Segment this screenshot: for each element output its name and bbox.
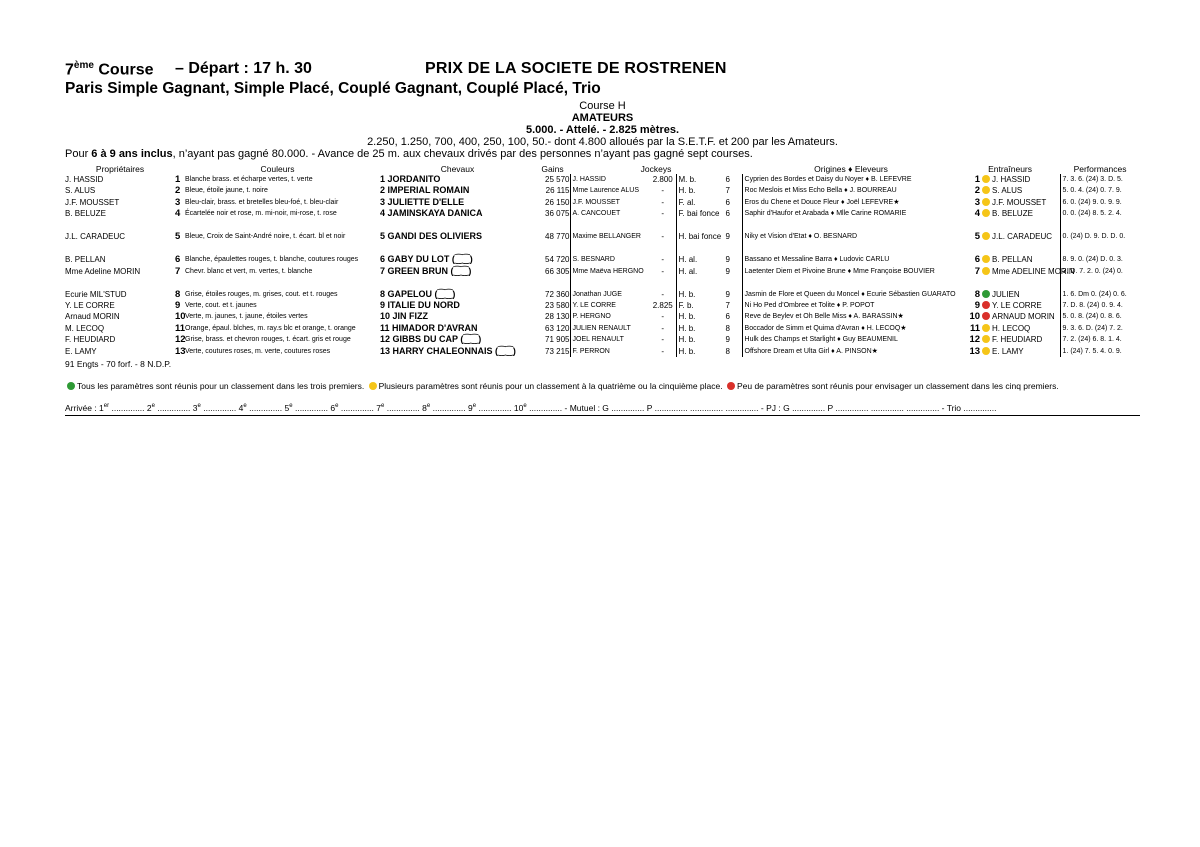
trainer-cell bbox=[980, 323, 1060, 334]
table-row bbox=[65, 311, 1140, 322]
table-row bbox=[65, 174, 1140, 185]
origins-cell: Roc Meslois et Miss Echo Bella ♦ J. BOURREAU bbox=[742, 185, 960, 196]
performance-cell: 6. 0. (24) 9. 0. 9. 9. bbox=[1060, 197, 1140, 208]
engagements: 91 Engts - 70 forf. - 8 N.D.P. bbox=[65, 358, 172, 369]
owner-cell: M. LECOQ bbox=[65, 323, 105, 333]
place-suffix: er bbox=[103, 403, 110, 410]
col-horses: Chevaux bbox=[440, 163, 475, 174]
colors-cell: Verte, coutures roses, m. verte, coutures roses bbox=[185, 347, 331, 355]
performance-cell: 7. 3. 6. (24) 3. D. 5. bbox=[1060, 174, 1140, 185]
runners-table bbox=[65, 163, 1140, 357]
col-jockeys: Jockeys bbox=[640, 163, 672, 174]
trainer-name: Mme ADELINE MORIN bbox=[992, 266, 1075, 276]
trainer-number: 7 bbox=[974, 265, 981, 277]
col-owners: Propriétaires bbox=[95, 163, 145, 174]
jockey-cell: JULIEN RENAULT bbox=[570, 323, 650, 334]
red-dot-icon bbox=[982, 301, 990, 309]
table-row bbox=[65, 346, 1140, 357]
trainer-name: J. HASSID bbox=[992, 175, 1031, 184]
trainer-cell bbox=[980, 254, 1060, 265]
age-cell: 9 bbox=[725, 266, 730, 276]
horse-name: 7 GREEN BRUN (⁐⁐) bbox=[380, 265, 472, 276]
legend: Tous les paramètres sont réunis pour un classement dans les trois premiers. Plusieurs paramètres sont réunis pour un classement à la quatrième ou la cinquième place. Peu de paramètres sont réunis pour envisager un classement dans les cinq premiers. bbox=[65, 381, 1140, 391]
place-number: 6 bbox=[330, 402, 336, 413]
saddle-number: 5 bbox=[175, 231, 181, 243]
horse-name: 3 JULIETTE D'ELLE bbox=[380, 196, 465, 207]
place-number: 8 bbox=[422, 402, 427, 413]
owner-cell: J.L. CARADEUC bbox=[65, 232, 126, 242]
saddle-number: 12 bbox=[175, 334, 186, 346]
table-row bbox=[65, 208, 1140, 231]
colors-cell: Verte, m. jaunes, t. jaune, étoiles vertes bbox=[185, 313, 308, 321]
owner-cell: E. LAMY bbox=[65, 346, 97, 356]
jockey-cell: Maxime BELLANGER bbox=[570, 231, 650, 254]
gains-cell: 26 115 bbox=[545, 186, 570, 196]
age-cell: 7 bbox=[725, 186, 730, 196]
conditions: Pour 6 à 9 ans inclus, n’ayant pas gagné 80.000. - Avance de 25 m. aux chevaux drivés par des personnes n’ayant pas gagné sept courses. bbox=[65, 148, 753, 160]
colors-cell: Blanche brass. et écharpe vertes, t. verte bbox=[185, 176, 313, 183]
owner-cell: Ecurie MIL'STUD bbox=[65, 289, 127, 299]
owner-cell: J. HASSID bbox=[65, 175, 104, 184]
place-suffix: e bbox=[381, 403, 385, 410]
weight-cell: - bbox=[661, 255, 665, 265]
age-cell: 6 bbox=[725, 209, 730, 219]
place-number: 1 bbox=[99, 402, 104, 413]
origins-cell: Laetenter Diem et Pivoine Brune ♦ Mme Françoise BOUVIER bbox=[742, 266, 960, 289]
horse-name: 8 GAPELOU (⁐⁐) bbox=[380, 288, 456, 299]
place-number: 2 bbox=[146, 402, 152, 413]
colors-cell: Écartelée noir et rose, m. mi-noir, mi-rose, t. rose bbox=[185, 210, 337, 218]
colors-cell: Grise, étoiles rouges, m. grises, cout. et t. rouges bbox=[185, 290, 338, 298]
origins-cell: Bassano et Messaline Barra ♦ Ludovic CARLU bbox=[742, 254, 960, 265]
trainer-name: B. PELLAN bbox=[992, 255, 1033, 265]
performance-cell: 3. D. 7. 2. 0. (24) 0. bbox=[1060, 266, 1140, 289]
trainer-name: ARNAUD MORIN bbox=[992, 312, 1055, 322]
gains-cell: 54 720 bbox=[545, 255, 570, 265]
colors-cell: Bleue, Croix de Saint-André noire, t. écart. bl et noir bbox=[185, 233, 346, 241]
age-cell: 9 bbox=[725, 289, 730, 299]
origins-cell: Reve de Beylev et Oh Belle Miss ♦ A. BARASSIN★ bbox=[742, 311, 960, 322]
weight-cell: - bbox=[661, 197, 665, 207]
trainer-number: 9 bbox=[974, 299, 981, 311]
saddle-number: 1 bbox=[175, 174, 181, 185]
horse-name: 4 JAMINSKAYA DANICA bbox=[380, 208, 483, 219]
place-suffix: e bbox=[335, 403, 339, 410]
weight-cell: - bbox=[661, 232, 665, 242]
origins-cell: Eros du Chene et Douce Fleur ♦ Joël LEFEVRE★ bbox=[742, 197, 960, 208]
col-trainers: Entraîneurs bbox=[988, 163, 1033, 174]
trainer-name: H. LECOQ bbox=[992, 323, 1031, 333]
colors-cell: Verte, cout. et t. jaunes bbox=[185, 301, 257, 309]
allocations: 2.250, 1.250, 700, 400, 250, 100, 50.- dont 4.800 alloués par la S.E.T.F. et 200 par les Amateurs. bbox=[367, 136, 838, 148]
performance-cell: 8. 9. 0. (24) D. 0. 3. bbox=[1060, 254, 1140, 265]
owner-cell: Arnaud MORIN bbox=[65, 312, 120, 322]
place-number: 4 bbox=[238, 402, 244, 413]
table-row bbox=[65, 197, 1140, 208]
yellow-dot-icon bbox=[982, 232, 990, 240]
trainer-number: 12 bbox=[969, 334, 981, 346]
age-cell: 9 bbox=[725, 335, 730, 345]
place-suffix: e bbox=[151, 403, 155, 410]
trainer-cell bbox=[980, 231, 1060, 254]
colors-cell: Grise, brass. et chevron rouges, t. écart. gris et rouge bbox=[185, 336, 351, 344]
yellow-dot-icon bbox=[982, 209, 990, 217]
colors-cell: Orange, épaul. blches, m. ray.s blc et orange, t. orange bbox=[185, 324, 356, 332]
saddle-number: 9 bbox=[175, 299, 181, 311]
colors-cell: Chevr. blanc et vert, m. vertes, t. blanche bbox=[185, 267, 313, 275]
trainer-number: 2 bbox=[974, 185, 981, 197]
race-name: PRIX DE LA SOCIETE DE ROSTRENEN bbox=[425, 60, 727, 77]
col-gains: Gains bbox=[541, 163, 564, 174]
sex-cell: M. b. bbox=[676, 174, 714, 185]
gains-cell: 36 075 bbox=[545, 209, 570, 219]
owner-cell: B. BELUZE bbox=[65, 209, 106, 219]
trainer-name: F. HEUDIARD bbox=[992, 335, 1043, 345]
performance-cell: 1. (24) 7. 5. 4. 0. 9. bbox=[1060, 346, 1140, 357]
horse-name: 9 ITALIE DU NORD bbox=[380, 299, 460, 310]
yellow-dot-icon bbox=[982, 267, 990, 275]
age-cell: 8 bbox=[725, 323, 730, 333]
age-cell: 6 bbox=[725, 175, 730, 184]
sex-cell: H. b. bbox=[676, 289, 714, 300]
age-cell: 8 bbox=[725, 346, 730, 356]
jockey-cell: J.F. MOUSSET bbox=[570, 197, 650, 208]
jockey-cell: JOEL RENAULT bbox=[570, 334, 650, 345]
performance-cell: 9. 3. 6. D. (24) 7. 2. bbox=[1060, 323, 1140, 334]
category: AMATEURS bbox=[571, 112, 634, 124]
gains-cell: 48 770 bbox=[545, 232, 570, 242]
pj-place-label: P bbox=[827, 402, 834, 413]
col-performances: Performances bbox=[1073, 163, 1127, 174]
owner-cell: J.F. MOUSSET bbox=[65, 197, 120, 207]
gains-cell: 71 905 bbox=[545, 335, 570, 345]
origins-cell: Boccador de Simm et Quima d'Avran ♦ H. LECOQ★ bbox=[742, 323, 960, 334]
colors-cell: Bleu-clair, brass. et bretelles bleu-foé, t. bleu-clair bbox=[185, 198, 339, 206]
horse-name: 6 GABY DU LOT (⁐⁐) bbox=[380, 254, 473, 265]
performance-cell: 0. (24) D. 9. D. D. 0. bbox=[1060, 231, 1140, 254]
table-row bbox=[65, 323, 1140, 334]
gains-cell: 25 570 bbox=[545, 175, 570, 184]
col-origins: Origines ♦ Eleveurs bbox=[814, 163, 888, 174]
col-colors: Couleurs bbox=[260, 163, 295, 174]
horse-name: 5 GANDI DES OLIVIERS bbox=[380, 231, 483, 242]
trainer-name: B. BELUZE bbox=[992, 209, 1033, 219]
mutuel-label: - Mutuel : G bbox=[564, 402, 609, 413]
sex-cell: H. bai fonce bbox=[676, 231, 714, 254]
red-dot-icon bbox=[727, 382, 735, 390]
trainer-name: E. LAMY bbox=[992, 346, 1024, 356]
table-row bbox=[65, 334, 1140, 345]
owner-cell: Y. LE CORRE bbox=[65, 300, 115, 310]
origins-cell: Jasmin de Flore et Queen du Moncel ♦ Ecurie Sébastien GUARATO bbox=[742, 289, 960, 300]
trainer-cell bbox=[980, 300, 1060, 311]
trainer-number: 4 bbox=[974, 208, 981, 220]
performance-cell: 5. 0. 8. (24) 0. 8. 6. bbox=[1060, 311, 1140, 322]
yellow-dot-icon bbox=[982, 198, 990, 206]
arrivee-label: Arrivée : bbox=[65, 402, 97, 413]
saddle-number: 13 bbox=[175, 345, 186, 357]
trainer-number: 10 bbox=[969, 311, 981, 323]
place-suffix: e bbox=[197, 403, 201, 410]
jockey-cell: Mme Maëva HERGNO bbox=[570, 266, 650, 289]
saddle-number: 3 bbox=[175, 196, 181, 208]
trio-label: - Trio bbox=[941, 402, 962, 413]
table-row bbox=[65, 300, 1140, 311]
trainer-number: 5 bbox=[974, 231, 981, 243]
table-row bbox=[65, 254, 1140, 265]
table-row bbox=[65, 185, 1140, 196]
weight-cell: - bbox=[661, 335, 665, 345]
performance-cell: 0. 0. (24) 8. 5. 2. 4. bbox=[1060, 208, 1140, 231]
place-number: 3 bbox=[192, 402, 198, 413]
course-type: Course H bbox=[579, 100, 626, 112]
gains-cell: 28 130 bbox=[545, 312, 570, 322]
trainer-number: 13 bbox=[969, 345, 981, 357]
trainer-number: 3 bbox=[974, 196, 981, 208]
saddle-number: 8 bbox=[175, 288, 181, 300]
horse-name: 13 HARRY CHALEONNAIS (⁐⁐) bbox=[380, 345, 516, 356]
jockey-cell: J. HASSID bbox=[570, 174, 650, 185]
yellow-dot-icon bbox=[982, 175, 990, 183]
jockey-cell: S. BESNARD bbox=[570, 254, 650, 265]
yellow-dot-icon bbox=[369, 382, 377, 390]
origins-cell: Offshore Dream et Ulta Girl ♦ A. PINSON★ bbox=[742, 346, 960, 357]
pj-label: - PJ : G bbox=[760, 402, 790, 413]
horse-name: 2 IMPERIAL ROMAIN bbox=[380, 185, 470, 196]
trainer-number: 6 bbox=[974, 254, 981, 266]
performance-cell: 7. 2. (24) 6. 8. 1. 4. bbox=[1060, 334, 1140, 345]
sex-cell: F. b. bbox=[676, 300, 714, 311]
weight-cell: - bbox=[661, 312, 665, 322]
sex-cell: F. al. bbox=[676, 197, 714, 208]
table-row bbox=[65, 289, 1140, 300]
table-header bbox=[65, 163, 1140, 174]
dotation: 5.000. - Attelé. - 2.825 mètres. bbox=[525, 124, 680, 136]
saddle-number: 11 bbox=[175, 322, 186, 334]
trainer-cell bbox=[980, 289, 1060, 300]
sex-cell: H. b. bbox=[676, 334, 714, 345]
weight-cell: - bbox=[661, 323, 665, 333]
performance-cell: 5. 0. 4. (24) 0. 7. 9. bbox=[1060, 185, 1140, 196]
owner-cell: S. ALUS bbox=[65, 186, 96, 196]
age-cell: 6 bbox=[725, 312, 730, 322]
weight-cell: - bbox=[661, 186, 665, 196]
table-row bbox=[65, 231, 1140, 254]
saddle-number: 2 bbox=[175, 185, 181, 197]
gains-cell: 66 305 bbox=[545, 266, 570, 276]
trainer-cell bbox=[980, 197, 1060, 208]
bet-types: Paris Simple Gagnant, Simple Placé, Couplé Gagnant, Couplé Placé, Trio bbox=[65, 80, 601, 97]
trainer-cell bbox=[980, 334, 1060, 345]
weight-cell: - bbox=[661, 209, 665, 219]
horse-name: 1 JORDANITO bbox=[380, 174, 441, 184]
trainer-number: 8 bbox=[974, 288, 981, 300]
jockey-cell: Jonathan JUGE bbox=[570, 289, 650, 300]
departure-time: – Départ : 17 h. 30 bbox=[175, 60, 312, 77]
sex-cell: H. al. bbox=[676, 266, 714, 289]
origins-cell: Hulk des Champs et Starlight ♦ Guy BEAUMENIL bbox=[742, 334, 960, 345]
saddle-number: 7 bbox=[175, 265, 181, 277]
trainer-number: 1 bbox=[974, 174, 981, 185]
age-cell: 7 bbox=[725, 300, 730, 310]
yellow-dot-icon bbox=[982, 347, 990, 355]
origins-cell: Ni Ho Ped d'Ombree et Tolite ♦ P. POPOT bbox=[742, 300, 960, 311]
jockey-cell: Mme Laurence ALUS bbox=[570, 185, 650, 196]
place-suffix: e bbox=[426, 403, 431, 410]
sex-cell: H. al. bbox=[676, 254, 714, 265]
gains-cell: 26 150 bbox=[545, 197, 570, 207]
colors-cell: Bleue, étoile jaune, t. noire bbox=[185, 187, 268, 195]
gains-cell: 72 360 bbox=[545, 289, 570, 299]
trainer-name: S. ALUS bbox=[992, 186, 1023, 196]
gains-cell: 63 120 bbox=[545, 323, 570, 333]
trainer-cell bbox=[980, 346, 1060, 357]
gains-cell: 23 580 bbox=[545, 300, 570, 310]
place-suffix: e bbox=[472, 403, 477, 410]
weight-cell: 2.800 bbox=[652, 175, 673, 184]
trainer-cell bbox=[980, 185, 1060, 196]
arrivee-line: Arrivée : 1er .............. 2e .............. 3e .............. 4e .............. 5e .............. 6e .............. 7e .............. 8e .............. 9e .............. 10e .............. - Mutuel : G .............. P .............. .............. .............. - PJ : G .............. P .............. .............. .............. - Trio .............. bbox=[65, 403, 1140, 416]
owner-cell: B. PELLAN bbox=[65, 255, 106, 265]
green-dot-icon bbox=[982, 290, 990, 298]
owner-cell: Mme Adeline MORIN bbox=[65, 266, 141, 276]
place-number: 10 bbox=[513, 402, 524, 413]
race-program bbox=[65, 58, 1140, 416]
title-line bbox=[65, 58, 1140, 80]
jockey-cell: F. PERRON bbox=[570, 346, 650, 357]
mutuel-place-label: P bbox=[646, 402, 653, 413]
yellow-dot-icon bbox=[982, 335, 990, 343]
gains-cell: 73 215 bbox=[545, 346, 570, 356]
red-dot-icon bbox=[982, 312, 990, 320]
trainer-name: J.L. CARADEUC bbox=[992, 232, 1053, 242]
trainer-name: Y. LE CORRE bbox=[992, 300, 1042, 310]
age-cell: 6 bbox=[725, 197, 730, 207]
weight-cell: - bbox=[661, 266, 665, 276]
performance-cell: 7. D. 8. (24) 0. 9. 4. bbox=[1060, 300, 1140, 311]
horse-name: 12 GIBBS DU CAP (⁐⁐) bbox=[380, 334, 482, 345]
yellow-dot-icon bbox=[982, 255, 990, 263]
age-cell: 9 bbox=[725, 255, 730, 265]
saddle-number: 10 bbox=[175, 311, 186, 323]
horse-name: 11 HIMADOR D'AVRAN bbox=[380, 322, 478, 333]
weight-cell: - bbox=[661, 346, 665, 356]
saddle-number: 4 bbox=[175, 208, 181, 220]
table-row bbox=[65, 266, 1140, 289]
trainer-name: J.F. MOUSSET bbox=[992, 197, 1047, 207]
age-cell: 9 bbox=[725, 232, 730, 242]
jockey-cell: Y. LE CORRE bbox=[570, 300, 650, 311]
yellow-dot-icon bbox=[982, 324, 990, 332]
weight-cell: 2.825 bbox=[652, 300, 673, 310]
place-number: 5 bbox=[284, 402, 290, 413]
sex-cell: H. b. bbox=[676, 346, 714, 357]
sex-cell: H. b. bbox=[676, 311, 714, 322]
place-suffix: e bbox=[523, 403, 527, 410]
place-suffix: e bbox=[243, 403, 247, 410]
place-number: 9 bbox=[468, 402, 473, 413]
trainer-cell bbox=[980, 311, 1060, 322]
origins-cell: Niky et Vision d'Etat ♦ O. BESNARD bbox=[742, 231, 960, 254]
course-number: 7ème Course bbox=[65, 60, 154, 79]
jockey-cell: A. CANCOUET bbox=[570, 208, 650, 231]
yellow-dot-icon bbox=[982, 186, 990, 194]
colors-cell: Blanche, épaulettes rouges, t. blanche, coutures rouges bbox=[185, 256, 359, 264]
green-dot-icon bbox=[67, 382, 75, 390]
horse-name: 10 JIN FIZZ bbox=[380, 311, 429, 322]
jockey-cell: P. HERGNO bbox=[570, 311, 650, 322]
performance-cell: 1. 6. Dm 0. (24) 0. 6. bbox=[1060, 289, 1140, 300]
trainer-cell bbox=[980, 174, 1060, 185]
origins-cell: Saphir d'Haufor et Arabada ♦ Mlle Carine ROMARIE bbox=[742, 208, 960, 231]
sex-cell: H. b. bbox=[676, 323, 714, 334]
place-number: 7 bbox=[376, 402, 382, 413]
sex-cell: H. b. bbox=[676, 185, 714, 196]
trainer-cell bbox=[980, 208, 1060, 231]
trainer-cell bbox=[980, 266, 1075, 289]
saddle-number: 6 bbox=[175, 254, 181, 266]
place-suffix: e bbox=[289, 403, 293, 410]
trainer-number: 11 bbox=[969, 322, 981, 334]
weight-cell: - bbox=[661, 289, 665, 299]
origins-cell: Cyprien des Bordes et Daisy du Noyer ♦ B. LEFEVRE bbox=[742, 174, 960, 185]
sex-cell: F. bai fonce bbox=[676, 208, 714, 231]
trainer-name: JULIEN bbox=[992, 289, 1020, 299]
owner-cell: F. HEUDIARD bbox=[65, 335, 116, 345]
